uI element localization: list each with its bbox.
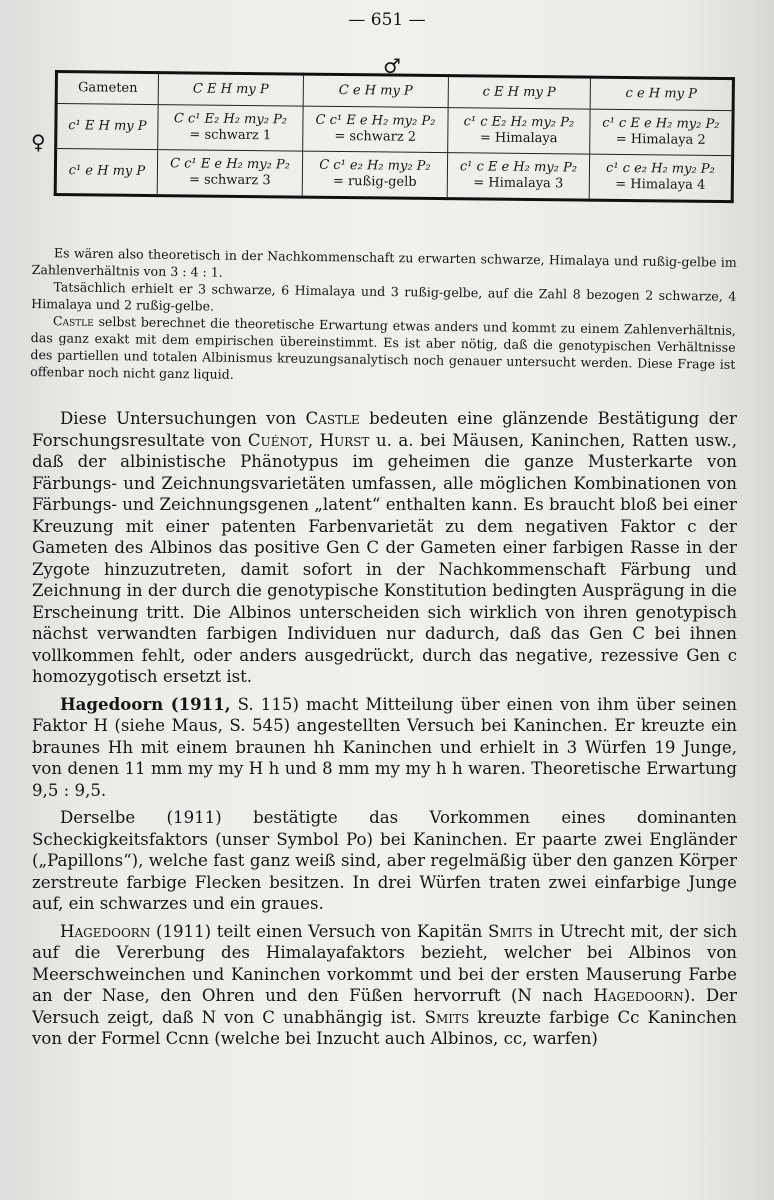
table-cell (590, 109, 734, 155)
cell-formula: C c¹ E e H₂ my₂ P₂ (315, 112, 436, 129)
paragraph (32, 408, 737, 688)
table-corner: Gameten (56, 72, 158, 105)
text-run: S. 115) macht Mitteilung über einen von ihm über seinen Faktor H (siehe Maus, S. 545) angestellten Versuch bei Kaninchen. Er kreuzte ein braunes Hh mit einem braunen hh Kaninchen und erhielt in 3 Würfen 19 Junge, von denen 11 mm my my H h und 8 mm my my h h waren. Theoretische Erwartung 9,5 : 9,5. (32, 694, 737, 800)
male-symbol: ♂ (383, 54, 401, 78)
column-header: c e H my P (590, 77, 733, 110)
cell-formula: c¹ c E e H₂ my₂ P₂ (602, 115, 720, 132)
gamete-table (54, 70, 735, 203)
table-cell (302, 151, 447, 199)
main-text (32, 408, 737, 1050)
author-name: Castle (305, 409, 360, 428)
small-paragraph (30, 312, 736, 390)
table-cell (157, 150, 302, 198)
cell-formula: c¹ c e₂ H₂ my₂ P₂ (606, 160, 715, 177)
cell-result: = schwarz 3 (188, 172, 271, 189)
table-cell (158, 105, 303, 152)
text-run: kreuzte farbige Cc Kaninchen von der Formel Ccnn (welche bei Inzucht auch Albinos, cc, warfen) (32, 1007, 737, 1048)
cell-result: = Himalaya 4 (615, 176, 706, 193)
table-row (56, 104, 733, 156)
cell-result: = Himalaya 3 (473, 175, 564, 192)
text-run: , (307, 430, 320, 450)
text-run: in Utrecht mit, der sich auf die Vererbung des Himalayafaktors bezieht, welcher bei Albinos von Meerschweinchen und Kaninchen vorkommt und bei der ersten Mauserung Farbe an der Nase, den Ohren und den Füßen hervorruft (N nach (32, 921, 738, 1005)
text-run: bedeuten eine glänzende Bestätigung der Forschungsresultate von (32, 409, 737, 450)
author-name: Hagedoorn (593, 986, 684, 1005)
cell-formula: C c¹ E₂ H₂ my₂ P₂ (173, 110, 288, 128)
paragraph-text: selbst berechnet die theoretische Erwartung etwas anders und kommt zu einem Zahlenverhältnis, das ganz exakt mit dem empirischen übereinstimmt. Es ist aber nötig, daß die genotypischen Verhältnisse des partiellen und totalen Albinismus kreuzungsanalytisch noch genauer untersucht werden. Diese Frage ist offenbar noch nicht ganz liquid. (30, 313, 736, 382)
table-row (55, 149, 732, 202)
cell-formula: C c¹ e₂ H₂ my₂ P₂ (319, 157, 431, 174)
cell-formula: c¹ c E₂ H₂ my₂ P₂ (463, 114, 575, 131)
author-name: Castle (52, 313, 94, 329)
author-name: Hurst (319, 430, 370, 450)
cell-result: = rußig-gelb (332, 173, 417, 190)
cell-result: = Himalaya 2 (615, 131, 706, 148)
column-header: c E H my P (448, 76, 590, 109)
female-symbol: ♀ (31, 130, 46, 154)
small-print-block (30, 244, 737, 390)
table-cell (448, 108, 590, 154)
table-cell (589, 154, 733, 201)
author-name: Cuénot (247, 430, 308, 450)
cell-formula: c¹ c E e H₂ my₂ P₂ (459, 158, 578, 176)
paragraph (32, 694, 737, 802)
column-header: C e H my P (303, 74, 448, 108)
table-cell (303, 106, 448, 153)
author-citation: Hagedoorn (1911, (60, 693, 231, 714)
text-run: u. a. bei Mäusen, Kaninchen, Ratten usw., daß der albinistische Phänotypus im geheimen die ganze Musterkarte von Färbungs- und Zeichnungsvarietäten umfassen, alle möglichen Kombinationen von Färbungs- und Zeichnungsgenen „latent“ enthalten kann. Es braucht bloß bei einer Kreuzung mit einer patenten Farbenvarietät zu dem negativen Faktor c der Gameten des Albinos das positive Gen C der Gameten einer farbigen Rasse in der Zygote hinzuzutreten, damit sofort in der Nachkommenschaft Färbung und Zeichnung in der durch die genotypische Konstitution bedingten Ausprägung in die Erscheinung tritt. Die Albinos unterscheiden sich wirklich von ihren genotypisch nächst verwandten farbigen Individuen nur dadurch, daß das Gen C bei ihnen vollkommen fehlt, oder anders ausgedrückt, durch das negative, rezessive Gen c homozygotisch ersetzt ist. (32, 430, 737, 686)
text-run: Diese Untersuchungen von (60, 409, 306, 428)
author-name: Hagedoorn (60, 921, 151, 941)
cell-formula: C c¹ E e H₂ my₂ P₂ (170, 155, 290, 173)
table-cell (447, 153, 589, 200)
page-number: — 651 — (348, 10, 426, 30)
author-name: Smits (424, 1007, 470, 1027)
row-header: c¹ e H my P (55, 149, 157, 196)
row-header: c¹ E H my P (56, 104, 158, 150)
paragraph (32, 921, 737, 1050)
cell-result: = schwarz 2 (334, 128, 417, 145)
cell-result: = Himalaya (479, 130, 558, 147)
small-paragraph: Tatsächlich erhielt er 3 schwarze, 6 Himalaya und 3 rußig-gelbe, auf die Zahl 8 bezogen 2 schwarze, 4 Himalaya und 2 rußig-gelbe. (31, 279, 737, 314)
text-run: (1911) teilt einen Versuch von Kapitän (150, 921, 488, 941)
paragraph: Derselbe (1911) bestätigte das Vorkommen eines dominanten Scheckigkeitsfaktors (unser Symbol Po) bei Kaninchen. Er paarte zwei Engländer („Papillons“), welche fast ganz weiß sind, aber regelmäßig über den ganzen Körper zerstreute farbige Flecken besitzen. In drei Würfen traten zwei einfarbige Junge auf, ein schwarzes und ein graues. (32, 808, 737, 913)
cell-result: = schwarz 1 (189, 127, 272, 144)
author-name: Smits (487, 921, 533, 941)
text-run: ). Der Versuch zeigt, daß N von C unabhängig ist. (32, 986, 737, 1027)
small-paragraph: Es wären also theoretisch in der Nachkommenschaft zu erwarten schwarze, Himalaya und rußig-gelbe im Zahlenverhältnis von 3 : 4 : 1. (31, 245, 737, 280)
column-header: C E H my P (158, 73, 303, 107)
